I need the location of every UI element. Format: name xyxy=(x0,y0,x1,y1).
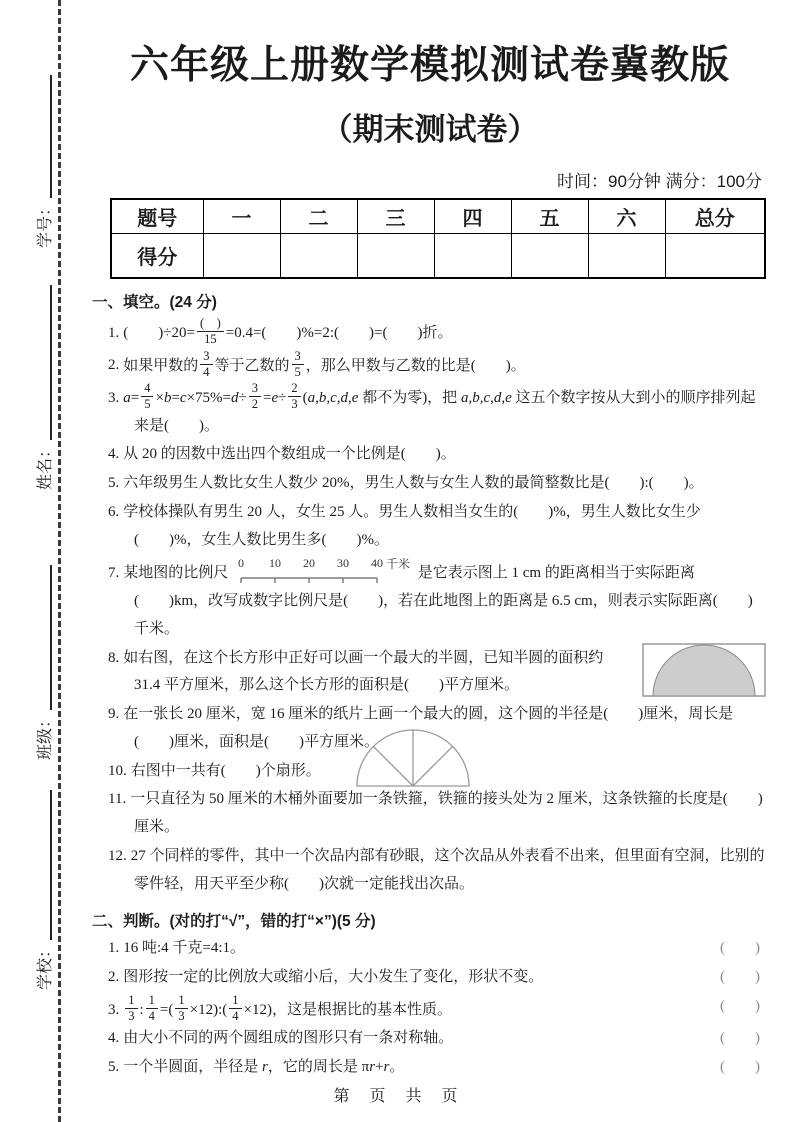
score-blank-cell xyxy=(203,234,280,279)
scale-tick-label: 20 xyxy=(303,556,316,571)
student-id-field xyxy=(26,75,56,248)
class-label: 班级： xyxy=(37,711,54,760)
school-blank-line xyxy=(50,790,52,940)
math-variable: c xyxy=(179,389,187,406)
question-number: 11. xyxy=(108,791,127,808)
paper-content xyxy=(92,0,768,1083)
question-number: 5. xyxy=(108,475,120,491)
score-column-header: 五 xyxy=(511,199,588,234)
score-column-header: 二 xyxy=(280,199,357,234)
answer-blank: ( ) xyxy=(720,997,760,1014)
question-item: 1. 16 吨:4 千克=4:1。 ( ) xyxy=(108,935,766,963)
question-number: 9. xyxy=(108,706,120,722)
question-number: 7. xyxy=(108,565,120,582)
question-item: 4. 从 20 的因数中选出四个数组成一个比例是( )。 xyxy=(108,446,456,463)
page-number-footer: 第 页 共 页 xyxy=(333,1088,460,1105)
question-item: 12. 27 个同样的零件，其中一个次品内部有砂眼，这个次品从外表看不出来，但里面有空洞，比别的零件轻，用天平至少称( )次就一定能找出次品。 xyxy=(108,847,765,892)
question-number: 2. xyxy=(108,357,120,374)
score-table xyxy=(110,198,766,279)
question-list xyxy=(92,935,768,1082)
student-name-blank-line xyxy=(50,285,52,440)
question-item: 6. 学校体操队有男生 20 人，女生 25 人。男生人数相当女生的( )%，男生人数比女生少( )%，女生人数比男生多( )%。 xyxy=(108,503,701,548)
score-column-header: 六 xyxy=(588,199,665,234)
page-title: 六年级上册数学模拟测试卷冀教版 xyxy=(129,44,730,87)
student-name-field xyxy=(26,285,56,490)
question-list xyxy=(92,316,768,898)
score-table-corner-label: 题号 xyxy=(111,199,203,234)
math-variable: e xyxy=(271,389,279,406)
section-heading: 二、判断。(对的打“√”，错的打“×”)(5 分) xyxy=(92,913,376,931)
page-subtitle: （期末测试卷） xyxy=(321,112,539,147)
score-row-label: 得分 xyxy=(111,234,203,279)
score-blank-cell xyxy=(280,234,357,279)
student-name-label: 姓名： xyxy=(37,441,54,490)
class-field xyxy=(26,565,56,760)
math-variable: b xyxy=(163,389,172,406)
math-variable: d xyxy=(231,389,239,406)
rect-semicircle-figure xyxy=(642,643,766,697)
question-number: 1. xyxy=(108,940,120,957)
question-number: 5. xyxy=(108,1059,120,1075)
score-blank-cell xyxy=(665,234,765,279)
math-variable: r xyxy=(383,1059,390,1075)
question-number: 3. xyxy=(108,1001,120,1018)
question-item: 1. ( )÷20= ( ) 15 =0.4=( )%=2:( )=( )折。 xyxy=(108,316,453,346)
score-blank-cell xyxy=(434,234,511,279)
math-variable: r xyxy=(369,1059,376,1075)
question-number: 4. xyxy=(108,446,120,463)
question-number: 1. xyxy=(108,324,120,341)
scale-unit-label: 千米 xyxy=(386,557,411,572)
fraction: $\frac{3}{5}$ xyxy=(292,349,304,380)
score-table-header-row xyxy=(111,199,765,234)
score-column-header: 三 xyxy=(357,199,434,234)
question-item: 7. 某地图的比例尺 0 10 20 30 40 千米 是它表示图上 1 cm 的距离相当于实际距离 ( )km，改写成数字比例尺是( )，若在此地图上的距离是 6.5 cm，则表示实际距离( )千米。 xyxy=(108,556,753,637)
fan-sectors-figure xyxy=(353,725,473,789)
question-number: 10. xyxy=(108,762,127,779)
scale-tick-label: 10 xyxy=(269,556,282,571)
score-blank-cell xyxy=(511,234,588,279)
question-number: 8. xyxy=(108,649,120,666)
fraction: $\frac{3}{2}$ xyxy=(249,381,261,412)
answer-blank: ( ) xyxy=(720,969,760,985)
scale-tick-label: 30 xyxy=(337,556,350,571)
fraction: $\frac{1}{3}$ xyxy=(175,993,187,1024)
question-number: 6. xyxy=(108,503,120,520)
question-item: 3. a= $\frac{4}{5}$ ×b=c×75%=d÷ $\frac{3}{2}$ =e÷ $\frac{2}{3}$ (a,b,c,d,e 都不为零)，把 a,b,c,d,e 这五个数字按从大到小的顺序排列起来是( )。 xyxy=(108,381,756,434)
school-label: 学校： xyxy=(37,941,54,990)
score-column-header: 四 xyxy=(434,199,511,234)
fraction: ( ) 15 xyxy=(197,316,224,347)
fraction: $\frac{1}{4}$ xyxy=(229,993,241,1024)
scale-tick-label: 0 xyxy=(238,556,245,571)
math-variable: a,b,c,d,e xyxy=(307,389,359,406)
score-blank-cell xyxy=(588,234,665,279)
dashed-cut-line xyxy=(58,0,61,1122)
answer-blank: ( ) xyxy=(720,1059,760,1075)
question-number: 4. xyxy=(108,1030,120,1047)
answer-blank: ( ) xyxy=(720,1030,760,1047)
question-item: 2. 如果甲数的 $\frac{3}{4}$ 等于乙数的 $\frac{3}{5}$ ，那么甲数与乙数的比是( )。 xyxy=(108,348,526,379)
question-number: 3. xyxy=(108,389,120,406)
fraction: $\frac{4}{5}$ xyxy=(141,381,153,412)
fraction: $\frac{1}{3}$ xyxy=(125,993,137,1024)
score-table-score-row xyxy=(111,234,765,279)
fill-in-blank-section xyxy=(92,290,768,898)
question-number: 2. xyxy=(108,969,120,985)
question-item: 8. 如右图，在这个长方形中正好可以画一个最大的半圆，已知半圆的面积约 31.4 平方厘米，那么这个长方形的面积是( )平方厘米。 xyxy=(108,645,766,701)
question-item: 2. 图形按一定的比例放大或缩小后，大小发生了变化，形状不变。 ( ) xyxy=(108,964,766,992)
math-variable: a,b,c,d,e xyxy=(460,389,512,406)
question-item: 3. $\frac{1}{3}$ : $\frac{1}{4}$ =( $\frac{1}{3}$ ×12):( $\frac{1}{4}$ ×12)，这是根据比的基本性质。 ( ) xyxy=(108,992,760,1023)
student-id-label: 学号： xyxy=(37,199,54,248)
question-number: 12. xyxy=(108,847,127,864)
section-heading: 一、填空。(24 分) xyxy=(92,294,217,311)
school-field xyxy=(26,790,56,990)
question-item: 10. 右图中一共有( )个扇形。 xyxy=(108,758,766,786)
map-scale-ruler xyxy=(236,555,410,587)
scale-tick-label: 40 xyxy=(371,556,384,571)
question-item: 4. 由大小不同的两个圆组成的图形只有一条对称轴。 ( ) xyxy=(108,1025,766,1053)
math-variable: a xyxy=(123,389,131,406)
time-and-score-info: 时间：90分钟 满分：100分 xyxy=(557,172,762,191)
fan-figure-anchor xyxy=(325,773,445,775)
question-item: 5. 一个半圆面，半径是 r，它的周长是 πr+r。 ( ) xyxy=(108,1054,766,1082)
fraction: $\frac{2}{3}$ xyxy=(288,381,300,412)
score-column-header: 总分 xyxy=(665,199,765,234)
fraction: $\frac{3}{4}$ xyxy=(200,349,212,380)
question-item: 5. 六年级男生人数比女生人数少 20%，男生人数与女生人数的最简整数比是( ):( )。 xyxy=(108,475,704,491)
score-column-header: 一 xyxy=(203,199,280,234)
answer-blank: ( ) xyxy=(720,940,760,957)
question-item: 9. 在一张长 20 厘米，宽 16 厘米的纸片上画一个最大的圆，这个圆的半径是( )厘米，周长是( )厘米，面积是( )平方厘米。 xyxy=(108,706,734,750)
math-variable: r xyxy=(262,1059,268,1075)
question-item: 11. 一只直径为 50 厘米的木桶外面要加一条铁箍，铁箍的接头处为 2 厘米，这条铁箍的长度是( )厘米。 xyxy=(108,791,763,835)
true-false-section xyxy=(92,909,768,1082)
score-blank-cell xyxy=(357,234,434,279)
class-blank-line xyxy=(50,565,52,710)
student-id-blank-line xyxy=(50,75,52,198)
fraction: $\frac{1}{4}$ xyxy=(146,993,158,1024)
